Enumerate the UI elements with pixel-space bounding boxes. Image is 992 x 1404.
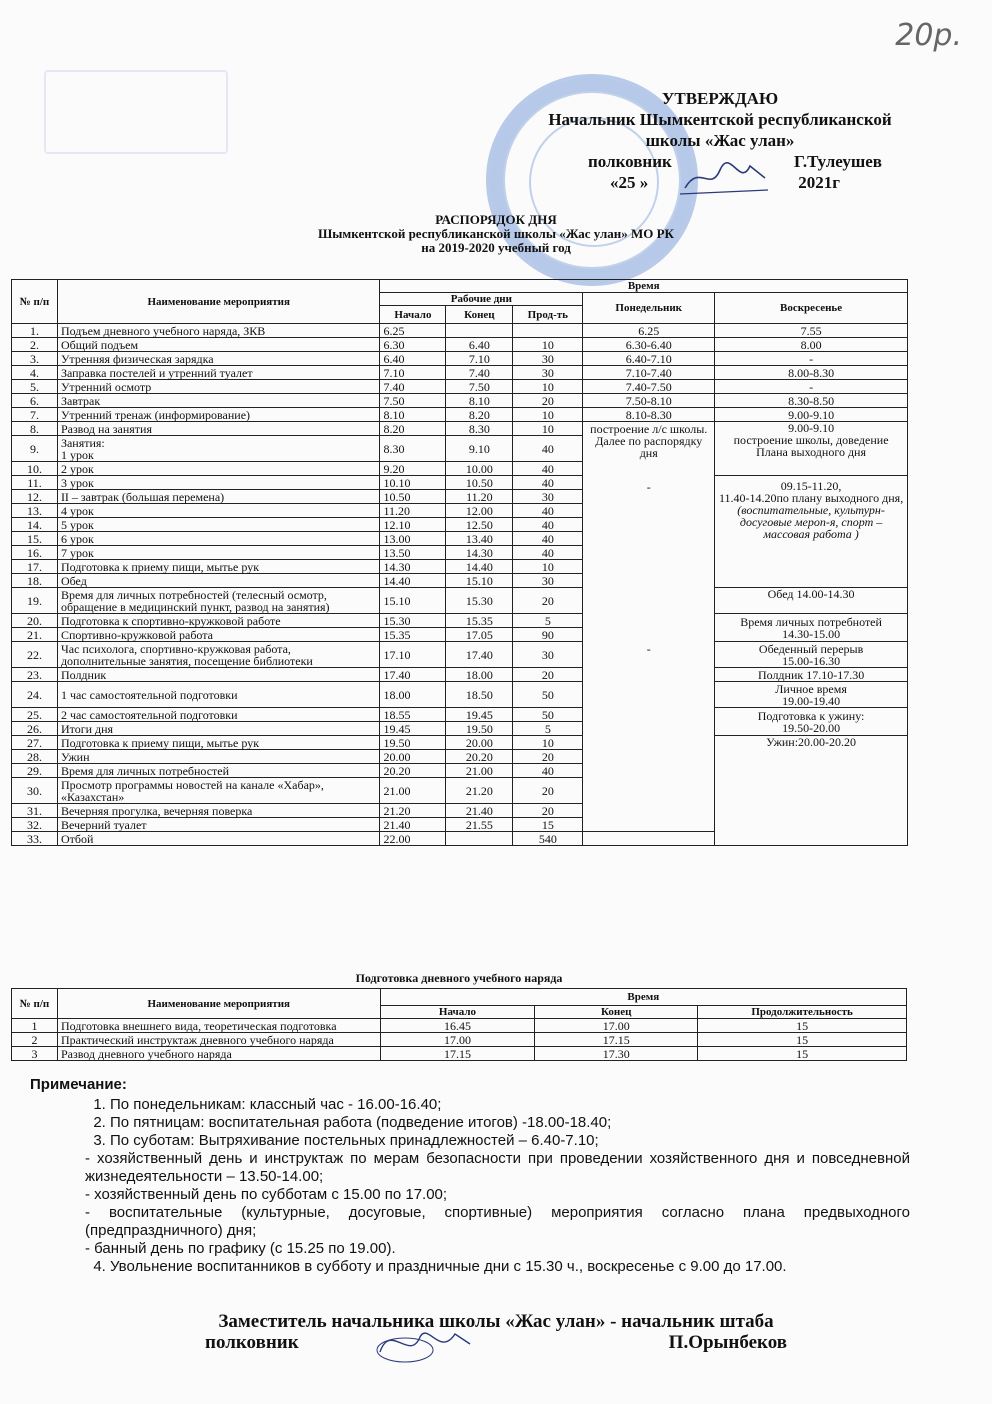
sunday-cell [715, 682, 908, 708]
note-item: 1. По понедельникам: классный час - 16.00-16.40; [110, 1096, 910, 1114]
table-row [12, 1047, 907, 1061]
sub-row-num: 3 [12, 1047, 58, 1061]
row-end: 21.55 [446, 818, 513, 832]
sub-row-start: 17.15 [380, 1047, 535, 1061]
row-start: 11.20 [380, 504, 446, 518]
row-num: 20. [12, 614, 58, 628]
row-duration: 30 [513, 366, 583, 380]
note-dash: - воспитательные (культурные, досуговые, спортивные) мероприятия согласно плана предвыходного (предпраздничного) дня; [85, 1204, 910, 1240]
row-num: 5. [12, 380, 58, 394]
row-duration: 40 [513, 546, 583, 560]
sunday-line: 11.40-14.20по плану выходного дня, [718, 491, 904, 505]
approval-date-day: «25 » [610, 173, 649, 192]
row-num: 22. [12, 642, 58, 668]
sub-header-end: Конец [535, 1006, 698, 1019]
sunday-line: Обеденный перерыв [758, 641, 864, 656]
row-name: Итоги дня [57, 722, 380, 736]
row-name: Подъем дневного учебного наряда, ЗКВ [57, 324, 380, 338]
row-name: 7 урок [57, 546, 380, 560]
row-end: 9.10 [446, 436, 513, 462]
sunday-line: 19.00-19.40 [782, 693, 841, 708]
row-start: 18.55 [380, 708, 446, 722]
header-monday: Понедельник [583, 293, 715, 324]
sub-row-name: Развод дневного учебного наряда [57, 1047, 380, 1061]
sunday-cell: Полдник 17.10-17.30 [715, 668, 908, 682]
page-note: 20р. [895, 18, 962, 53]
row-end: 12.00 [446, 504, 513, 518]
row-duration: 40 [513, 518, 583, 532]
row-num: 25. [12, 708, 58, 722]
row-name [57, 778, 380, 804]
document-title [0, 213, 992, 255]
row-start: 8.10 [380, 408, 446, 422]
row-duration: 10 [513, 408, 583, 422]
row-end: 21.20 [446, 778, 513, 804]
approval-rank: полковник [588, 152, 672, 171]
row-end: 12.50 [446, 518, 513, 532]
row-num: 2. [12, 338, 58, 352]
footer-position: Заместитель начальника школы «Жас улан» - начальник штаба [218, 1311, 774, 1332]
row-duration: 50 [513, 682, 583, 708]
row-start: 7.40 [380, 380, 446, 394]
row-duration: 40 [513, 476, 583, 490]
row-name: Общий подъем [57, 338, 380, 352]
row-end: 8.20 [446, 408, 513, 422]
note-item: 4. Увольнение воспитанников в субботу и праздничные дни с 15.30 ч., воскресенье с 9.00 до 17.00. [110, 1258, 910, 1276]
notes-list-2 [30, 1258, 910, 1276]
row-num: 15. [12, 532, 58, 546]
row-name: Полдник [57, 668, 380, 682]
row-name: 4 урок [57, 504, 380, 518]
row-name: 2 час самостоятельной подготовки [57, 708, 380, 722]
sunday-line: 09.15-11.20, [780, 479, 842, 493]
row-num: 29. [12, 764, 58, 778]
row-num: 13. [12, 504, 58, 518]
title-line-1: РАСПОРЯДОК ДНЯ [435, 212, 557, 227]
row-name: Утренний тренаж (информирование) [57, 408, 380, 422]
row-start: 21.40 [380, 818, 446, 832]
row-start: 6.30 [380, 338, 446, 352]
row-duration: 40 [513, 764, 583, 778]
monday-cell: 8.10-8.30 [583, 408, 715, 422]
approval-date-year: 2021г [798, 173, 840, 192]
row-duration: 20 [513, 588, 583, 614]
row-name: Ужин [57, 750, 380, 764]
row-duration: 20 [513, 394, 583, 408]
row-name: 6 урок [57, 532, 380, 546]
row-num: 1. [12, 324, 58, 338]
row-duration: 10 [513, 380, 583, 394]
sub-row-end: 17.15 [535, 1033, 698, 1047]
row-start: 10.10 [380, 476, 446, 490]
row-name: Подготовка к спортивно-кружковой работе [57, 614, 380, 628]
row-num: 7. [12, 408, 58, 422]
header-end: Конец [446, 306, 513, 324]
notes-heading: Примечание: [30, 1076, 127, 1093]
row-start: 8.30 [380, 436, 446, 462]
note-item: 3. По суботам: Вытряхивание постельных принадлежностей – 6.40-7.10; [110, 1132, 910, 1150]
sunday-line: 15.00-16.30 [782, 653, 841, 668]
row-duration: 20 [513, 778, 583, 804]
sub-table-caption: Подготовка дневного учебного наряда [355, 971, 563, 985]
row-end [446, 324, 513, 338]
sunday-cell: 9.00-9.10 [715, 408, 908, 422]
header-start: Начало [380, 306, 446, 324]
row-duration: 10 [513, 736, 583, 750]
approval-position-1: Начальник Шымкентской республиканской [548, 110, 892, 129]
row-end: 18.50 [446, 682, 513, 708]
sub-header-start: Начало [380, 1006, 535, 1019]
row-start: 10.50 [380, 490, 446, 504]
row-duration: 5 [513, 722, 583, 736]
row-num: 32. [12, 818, 58, 832]
director-signature [680, 158, 770, 198]
row-duration: 40 [513, 504, 583, 518]
monday-cell: 6.40-7.10 [583, 352, 715, 366]
row-name: 5 урок [57, 518, 380, 532]
approval-position-2: школы «Жас улан» [645, 131, 795, 150]
row-name [57, 588, 380, 614]
sub-header-name: Наименование мероприятия [57, 989, 380, 1019]
sunday-line: 9.00-9.10 [788, 421, 835, 435]
monday-cell: 6.25 [583, 324, 715, 338]
row-start: 17.40 [380, 668, 446, 682]
row-end: 19.50 [446, 722, 513, 736]
table-row [12, 352, 908, 366]
row-end: 6.40 [446, 338, 513, 352]
row-duration: 40 [513, 462, 583, 476]
row-end [446, 832, 513, 846]
row-duration: 90 [513, 628, 583, 642]
sunday-cell [715, 708, 908, 736]
monday-cell: 7.50-8.10 [583, 394, 715, 408]
row-end: 21.40 [446, 804, 513, 818]
sub-row-num: 2 [12, 1033, 58, 1047]
table-row [12, 588, 908, 614]
sub-row-name: Подготовка внешнего вида, теоретическая подготовка [57, 1019, 380, 1033]
header-time: Время [380, 280, 908, 293]
row-num: 8. [12, 422, 58, 436]
table-row [12, 1019, 907, 1033]
sub-row-duration: 15 [698, 1019, 907, 1033]
row-end: 15.35 [446, 614, 513, 628]
title-line-3: на 2019-2020 учебный год [421, 240, 571, 255]
table-row [12, 668, 908, 682]
sub-row-start: 17.00 [380, 1033, 535, 1047]
row-num: 3. [12, 352, 58, 366]
row-start: 21.20 [380, 804, 446, 818]
row-name: Заправка постелей и утренний туалет [57, 366, 380, 380]
header-name: Наименование мероприятия [57, 280, 380, 324]
row-end: 8.10 [446, 394, 513, 408]
table-row [12, 642, 908, 668]
sunday-line: Время личных потребнотей [740, 614, 882, 629]
row-start: 7.50 [380, 394, 446, 408]
row-name: Отбой [57, 832, 380, 846]
header-workdays: Рабочие дни [380, 293, 583, 306]
sunday-line: 19.50-20.00 [782, 720, 841, 735]
row-duration: 540 [513, 832, 583, 846]
table-row [12, 614, 908, 628]
row-name [57, 642, 380, 668]
row-num: 21. [12, 628, 58, 642]
duty-prep-table [11, 988, 907, 1061]
row-end: 8.30 [446, 422, 513, 436]
row-start: 7.10 [380, 366, 446, 380]
row-num: 16. [12, 546, 58, 560]
row-name: 3 урок [57, 476, 380, 490]
row-name-line: Час психолога, спортивно-кружковая работа, [60, 641, 291, 656]
note-item: 2. По пятницам: воспитательная работа (подведение итогов) -18.00-18.40; [110, 1114, 910, 1132]
row-num: 28. [12, 750, 58, 764]
row-end: 15.30 [446, 588, 513, 614]
row-name [57, 436, 380, 462]
row-duration [513, 324, 583, 338]
approval-word: УТВЕРЖДАЮ [661, 89, 779, 108]
row-num: 17. [12, 560, 58, 574]
row-num: 26. [12, 722, 58, 736]
row-duration: 5 [513, 614, 583, 628]
footer-rank: полковник [205, 1332, 299, 1353]
row-duration: 10 [513, 560, 583, 574]
row-start: 17.10 [380, 642, 446, 668]
row-num: 30. [12, 778, 58, 804]
table-row [12, 476, 908, 490]
row-name: Утренний осмотр [57, 380, 380, 394]
row-end: 14.40 [446, 560, 513, 574]
row-num: 14. [12, 518, 58, 532]
row-duration: 30 [513, 490, 583, 504]
sunday-cell [715, 476, 908, 588]
row-num: 24. [12, 682, 58, 708]
row-name: Утренняя физическая зарядка [57, 352, 380, 366]
table-row [12, 366, 908, 380]
sunday-cell: 7.55 [715, 324, 908, 338]
sunday-cell: Ужин:20.00-20.20 [715, 736, 908, 846]
row-num: 33. [12, 832, 58, 846]
monday-cell: 7.40-7.50 [583, 380, 715, 394]
row-end: 20.20 [446, 750, 513, 764]
row-start: 6.40 [380, 352, 446, 366]
row-start: 9.20 [380, 462, 446, 476]
sub-row-start: 16.45 [380, 1019, 535, 1033]
sunday-line: Личное время [775, 681, 847, 696]
row-start: 14.40 [380, 574, 446, 588]
table-row [12, 1033, 907, 1047]
row-start: 14.30 [380, 560, 446, 574]
row-num: 19. [12, 588, 58, 614]
row-duration: 50 [513, 708, 583, 722]
row-start: 20.20 [380, 764, 446, 778]
row-name: Спортивно-кружковой работа [57, 628, 380, 642]
header-num: № п/п [12, 280, 58, 324]
row-end: 15.10 [446, 574, 513, 588]
table-row [12, 422, 908, 436]
sunday-cell: 8.30-8.50 [715, 394, 908, 408]
row-start: 22.00 [380, 832, 446, 846]
monday-cell: 6.30-6.40 [583, 338, 715, 352]
row-duration: 30 [513, 642, 583, 668]
row-end: 20.00 [446, 736, 513, 750]
row-duration: 30 [513, 574, 583, 588]
table-row [12, 394, 908, 408]
row-num: 4. [12, 366, 58, 380]
row-end: 21.00 [446, 764, 513, 778]
row-start: 21.00 [380, 778, 446, 804]
row-duration: 15 [513, 818, 583, 832]
row-num: 18. [12, 574, 58, 588]
row-end: 17.05 [446, 628, 513, 642]
row-num: 12. [12, 490, 58, 504]
sunday-line: Подготовка к ужину: [757, 708, 865, 723]
row-duration: 10 [513, 422, 583, 436]
sunday-line: (воспитательные, культурн-досуговые мероп-я, спорт – массовая работа ) [737, 503, 885, 541]
sunday-cell [715, 642, 908, 668]
row-name: Подготовка к приему пищи, мытье рук [57, 736, 380, 750]
table-row [12, 708, 908, 722]
sunday-line: 14.30-15.00 [782, 626, 841, 641]
sunday-cell: - [715, 380, 908, 394]
monday-rest-cell [583, 422, 715, 832]
title-line-2: Шымкентской республиканской школы «Жас улан» МО РК [318, 226, 674, 241]
row-name: 2 урок [57, 462, 380, 476]
footer-signoff [0, 1332, 992, 1354]
sunday-cell: 8.00-8.30 [715, 366, 908, 380]
row-start: 12.10 [380, 518, 446, 532]
row-name-line: 1 урок [60, 447, 94, 462]
row-name: Подготовка к приему пищи, мытье рук [57, 560, 380, 574]
row-name: II – завтрак (большая перемена) [57, 490, 380, 504]
row-start: 13.50 [380, 546, 446, 560]
row-num: 27. [12, 736, 58, 750]
sub-header-time: Время [380, 989, 906, 1006]
row-start: 19.50 [380, 736, 446, 750]
approval-name: Г.Тулеушев [794, 152, 882, 171]
sub-row-end: 17.00 [535, 1019, 698, 1033]
monday-dash-1: - [646, 480, 651, 494]
row-num: 10. [12, 462, 58, 476]
row-start: 8.20 [380, 422, 446, 436]
row-end: 10.50 [446, 476, 513, 490]
table-row [12, 324, 908, 338]
table-row [12, 408, 908, 422]
row-name-line: Время для личных потребностей (телесный осмотр, [60, 587, 327, 602]
sub-header-duration: Продолжительность [698, 1006, 907, 1019]
row-start: 20.00 [380, 750, 446, 764]
row-name: Завтрак [57, 394, 380, 408]
footer-name: П.Орынбеков [668, 1332, 787, 1353]
sunday-line: построение школы, доведение Плана выходного дня [733, 433, 889, 459]
sub-row-num: 1 [12, 1019, 58, 1033]
row-start: 15.30 [380, 614, 446, 628]
row-end: 7.10 [446, 352, 513, 366]
note-dash: - хозяйственный день и инструктаж по мерам безопасности при проведении хозяйственного дня и повседневной жизнедеятельности – 13.50-14.00; [85, 1150, 910, 1186]
row-num: 6. [12, 394, 58, 408]
row-name: 1 час самостоятельной подготовки [57, 682, 380, 708]
row-duration: 40 [513, 532, 583, 546]
table-row [12, 682, 908, 708]
note-dash: - банный день по графику (с 15.25 по 19.00). [85, 1240, 910, 1258]
header-duration: Прод-ть [513, 306, 583, 324]
row-end: 18.00 [446, 668, 513, 682]
sunday-cell: - [715, 352, 908, 366]
table-row [12, 736, 908, 750]
row-duration: 20 [513, 750, 583, 764]
sub-row-duration: 15 [698, 1047, 907, 1061]
row-num: 23. [12, 668, 58, 682]
row-end: 14.30 [446, 546, 513, 560]
row-num: 11. [12, 476, 58, 490]
row-duration: 10 [513, 338, 583, 352]
row-duration: 30 [513, 352, 583, 366]
row-duration: 40 [513, 436, 583, 462]
row-name: Развод на занятия [57, 422, 380, 436]
row-end: 11.20 [446, 490, 513, 504]
row-name-line: Просмотр программы новостей на канале «Хабар», [60, 777, 324, 792]
row-start: 13.00 [380, 532, 446, 546]
deputy-signature [370, 1322, 480, 1368]
row-duration: 20 [513, 668, 583, 682]
table-row [12, 380, 908, 394]
row-end: 17.40 [446, 642, 513, 668]
row-start: 6.25 [380, 324, 446, 338]
row-end: 13.40 [446, 532, 513, 546]
sunday-cell: 8.00 [715, 338, 908, 352]
sunday-cell: Обед 14.00-14.30 [715, 588, 908, 614]
monday-dash-2: - [646, 642, 651, 656]
row-name: Вечерний туалет [57, 818, 380, 832]
sub-row-name: Практический инструктаж дневного учебного наряда [57, 1033, 380, 1047]
row-name: Обед [57, 574, 380, 588]
row-num: 31. [12, 804, 58, 818]
row-start: 18.00 [380, 682, 446, 708]
sunday-cell [715, 422, 908, 476]
row-duration: 20 [513, 804, 583, 818]
row-end: 7.40 [446, 366, 513, 380]
note-dash: - хозяйственный день по субботам с 15.00 по 17.00; [85, 1186, 910, 1204]
row-start: 15.35 [380, 628, 446, 642]
header-sunday: Воскресенье [715, 293, 908, 324]
row-name-line: обращение в медицинский пункт, развод на занятия) [60, 599, 330, 614]
row-end: 10.00 [446, 462, 513, 476]
sub-row-end: 17.30 [535, 1047, 698, 1061]
monday-note: построение л/с школы. Далее по распорядку дня [590, 422, 708, 460]
row-name: Вечерняя прогулка, вечерняя поверка [57, 804, 380, 818]
row-start: 19.45 [380, 722, 446, 736]
faded-stamp [44, 70, 228, 154]
row-end: 7.50 [446, 380, 513, 394]
sub-header-num: № п/п [12, 989, 58, 1019]
monday-cell: 7.10-7.40 [583, 366, 715, 380]
notes-section [30, 1076, 910, 1276]
monday-cell [583, 832, 715, 846]
row-name: Время для личных потребностей [57, 764, 380, 778]
row-start: 15.10 [380, 588, 446, 614]
row-num: 9. [12, 436, 58, 462]
sunday-cell [715, 614, 908, 642]
row-name-line: «Казахстан» [60, 789, 125, 804]
row-name-line: Занятия: [60, 435, 105, 450]
notes-list [30, 1096, 910, 1150]
schedule-table [11, 279, 908, 846]
sub-row-duration: 15 [698, 1033, 907, 1047]
row-end: 19.45 [446, 708, 513, 722]
table-row [12, 338, 908, 352]
row-name-line: дополнительные занятия, посещение библиотеки [60, 653, 313, 668]
